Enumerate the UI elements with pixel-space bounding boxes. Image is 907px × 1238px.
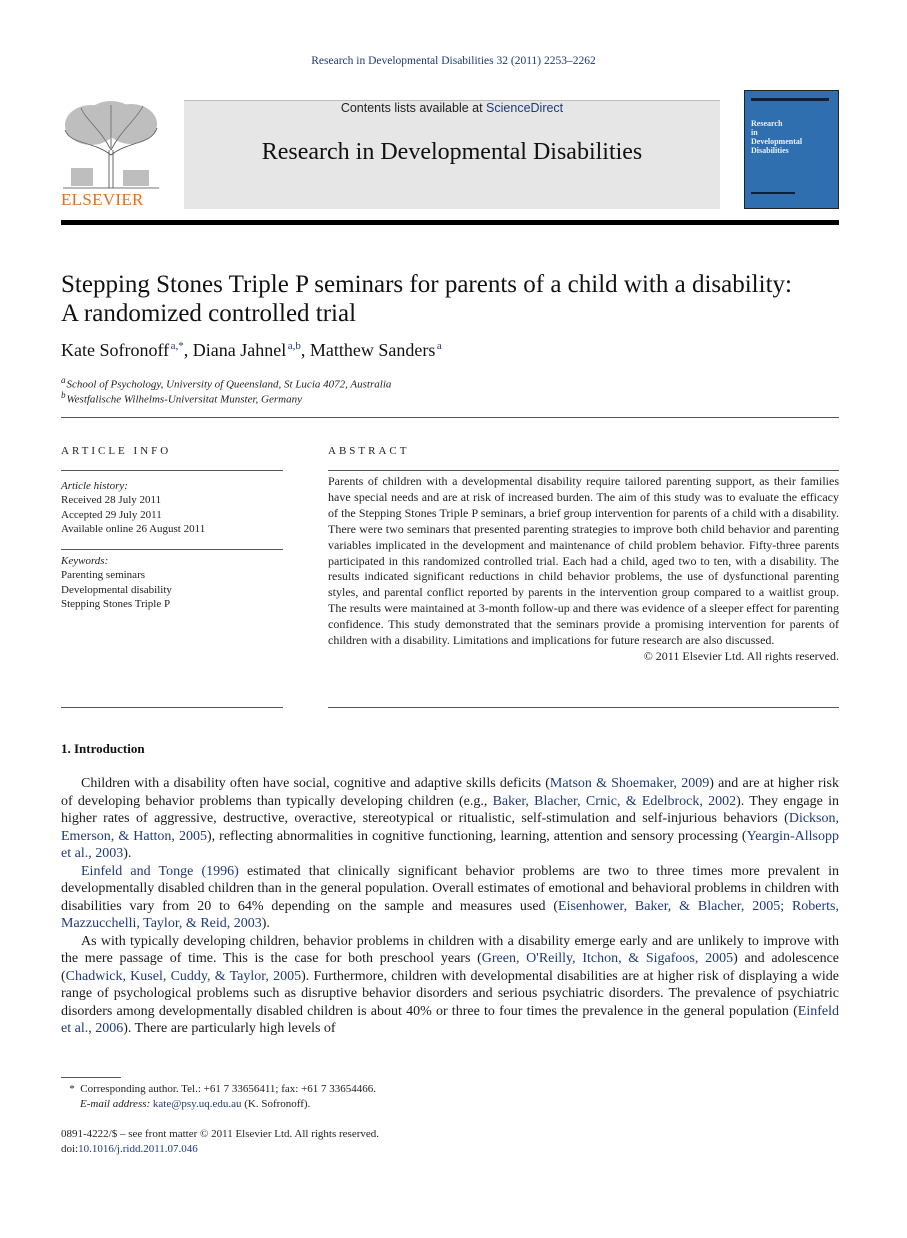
abstract-label: ABSTRACT xyxy=(328,445,410,457)
paragraph-text: ). xyxy=(123,846,132,861)
contents-prefix: Contents lists available at xyxy=(340,101,487,115)
paragraph-text: ). Furthermore, children with developmental disabilities are at higher risk of displaying a wide range of psychological problems such as disruptive behavior disorders and serious psychiatric disorders. The prevalence of psychiatric disorders among developmentally disabled children is about 40% or three to four times the prevalence in the general population ( xyxy=(61,968,839,1019)
footnote-divider xyxy=(61,1077,121,1078)
keyword: Stepping Stones Triple P xyxy=(61,597,171,610)
journal-name: Research in Developmental Disabilities xyxy=(261,139,643,165)
author-name: Matthew Sanders xyxy=(309,340,436,360)
paragraph-text: ) and are at higher risk of developing behavior problems than typically developing children (e.g., xyxy=(61,776,839,809)
doi-line xyxy=(61,1143,198,1155)
paragraph xyxy=(61,863,839,933)
issn-line: 0891-4222/$ – see front matter © 2011 Elsevier Ltd. All rights reserved. xyxy=(61,1128,380,1140)
article-history-heading: Article history: xyxy=(61,480,128,492)
journal-cover-thumbnail xyxy=(744,90,839,209)
cover-title-line: Research xyxy=(751,119,783,128)
author-affiliation-marker[interactable]: a xyxy=(436,340,442,352)
email-footnote xyxy=(80,1098,310,1110)
publisher-wordmark: ELSEVIER xyxy=(61,190,144,209)
abstract-text: Parents of children with a developmental disability require tailored parenting support, as their families have special needs and are at risk of increased burden. The aim of this study was to evaluate the efficacy of the Stepping Stones Triple P seminars, a brief group intervention for parents of a child with a disability. There were two seminars that presented parenting strategies to improve both child behavior and parenting variables implicated in the development and maintenance of child problem behavior. Fifty-three parents participated in this randomized controlled trial. Each had a child, aged two to ten, with a disability. The results indicated significant reductions in child behavior problems, the use of dysfunctional parenting styles, and parental conflict reported by parents in the intervention group compared to a waitlist group. The results were maintained at 3-month follow-up and there was evidence of a sleeper effect for parenting confidence. This study demonstrated that the seminars provide a promising intervention for parents of children with a disability. Limitations and implications for future research are also discussed. xyxy=(328,474,839,648)
citation-link[interactable]: Einfeld and Tonge (1996) xyxy=(81,863,239,879)
email-link[interactable]: kate@psy.uq.edu.au xyxy=(152,1098,242,1110)
keywords xyxy=(61,554,172,611)
paragraph-text: ). They engage in higher rates of aggressive, destructive, overactive, stereotypical or ritualistic, self-stimulation and self-injurious behaviors ( xyxy=(61,793,839,826)
paragraph-text: estimated that clinically significant behavior problems are two to three times more prevalent in developmentally disabled children than in the general population. Overall estimates of emotional and behavioral problems in children with disabilities vary from 20 to 64% depending on the sample and measures used ( xyxy=(61,863,839,914)
citation-link[interactable]: Yeargin-Allsopp et al., 2003 xyxy=(61,828,839,861)
history-entry: Received 28 July 2011 xyxy=(61,494,162,507)
divider xyxy=(61,470,283,471)
email-label: E-mail address: xyxy=(80,1098,151,1110)
keywords-heading: Keywords: xyxy=(61,555,109,567)
divider xyxy=(61,417,839,418)
masthead xyxy=(61,90,839,210)
article-title xyxy=(61,270,851,328)
citation-link[interactable]: Baker, Blacher, Crnic, & Edelbrock, 2002 xyxy=(492,793,737,809)
citation-link[interactable]: Chadwick, Kusel, Cuddy, & Taylor, 2005 xyxy=(65,968,302,984)
abstract xyxy=(328,474,839,665)
corresponding-footnote xyxy=(61,1083,376,1095)
paragraph-text: ), reflecting abnormalities in cognitive functioning, learning, attention and sensory processing ( xyxy=(206,828,747,844)
paragraph xyxy=(61,933,839,1038)
article-info-label: ARTICLE INFO xyxy=(61,445,172,457)
paragraph-text: ). There are particularly high levels of xyxy=(123,1021,336,1036)
abstract-copyright: © 2011 Elsevier Ltd. All rights reserved. xyxy=(643,648,839,663)
author-list: Kate Sofronoff $^{a,*}$, Diana Jahnel $^{a,b}$, Matthew Sanders $^a$ xyxy=(61,340,442,360)
author-name: Kate Sofronoff xyxy=(61,340,170,360)
section-heading-introduction: 1. Introduction xyxy=(61,741,145,756)
cover-title-line: Disabilities xyxy=(751,146,789,155)
citation-link[interactable]: Eisenhower, Baker, & Blacher, 2005; Roberts, Mazzucchelli, Taylor, & Reid, 2003 xyxy=(61,898,839,931)
introduction-body xyxy=(61,775,839,1038)
keyword: Developmental disability xyxy=(61,583,172,596)
affiliation-text: Westfalische Wilhelms-Universitat Munster, Germany xyxy=(66,393,302,406)
email-owner: (K. Sofronoff). xyxy=(244,1098,311,1110)
divider xyxy=(328,470,839,471)
paragraph-text: ) and adolescence ( xyxy=(61,951,839,984)
paragraph-text: ). xyxy=(261,916,270,931)
affiliation-mark: b xyxy=(61,390,66,400)
article-history xyxy=(61,479,205,536)
cover-title-line: Developmental xyxy=(751,137,803,146)
citation-link[interactable]: Matson & Shoemaker, 2009 xyxy=(549,776,710,791)
doi-label: doi: xyxy=(61,1143,79,1155)
affiliation xyxy=(61,375,391,391)
footnote-text: Corresponding author. Tel.: +61 7 33656411; fax: +61 7 33654466. xyxy=(80,1083,377,1095)
paragraph xyxy=(61,775,839,863)
author-affiliation-marker[interactable]: a,* xyxy=(170,340,184,352)
contents-line xyxy=(184,101,720,115)
header-divider xyxy=(61,220,839,225)
author-affiliation-marker[interactable]: a,b xyxy=(287,340,301,352)
paragraph-text: As with typically developing children, behavior problems in children with a disability emerge early and are unlikely to improve with the mere passage of time. This is the case for both preschool years ( xyxy=(61,933,839,966)
keyword: Parenting seminars xyxy=(61,569,146,582)
article-title-line: A randomized controlled trial xyxy=(61,300,357,327)
citation-link[interactable]: Dickson, Emerson, & Hatton, 2005 xyxy=(61,811,839,844)
cover-title xyxy=(751,119,802,155)
citation-link[interactable]: Green, O'Reilly, Itchon, & Sigafoos, 2005 xyxy=(481,951,734,966)
cover-rule xyxy=(751,98,829,101)
affiliation-mark: a xyxy=(61,375,66,385)
article-title-line: Stepping Stones Triple P seminars for parents of a child with a disability: xyxy=(61,271,792,298)
history-entry: Available online 26 August 2011 xyxy=(61,522,206,535)
paragraph-text: Children with a disability often have social, cognitive and adaptive skills deficits ( xyxy=(81,776,550,791)
journal-citation[interactable]: Research in Developmental Disabilities 32 (2011) 2253–2262 xyxy=(311,55,596,67)
history-entry: Accepted 29 July 2011 xyxy=(61,508,162,521)
affiliation-text: School of Psychology, University of Queensland, St Lucia 4072, Australia xyxy=(66,378,392,391)
footnote-mark: * xyxy=(69,1083,75,1095)
divider xyxy=(328,707,839,708)
cover-title-line: in xyxy=(751,128,758,137)
divider xyxy=(61,707,283,708)
author-name: Diana Jahnel xyxy=(192,340,287,360)
doi-link[interactable]: 10.1016/j.ridd.2011.07.046 xyxy=(78,1143,198,1155)
sciencedirect-link[interactable]: ScienceDirect xyxy=(486,101,564,115)
divider xyxy=(61,549,283,550)
affiliation xyxy=(61,390,302,406)
cover-rule xyxy=(751,192,795,194)
citation-link[interactable]: Einfeld et al., 2006 xyxy=(61,1003,839,1036)
journal-header-box xyxy=(184,100,720,209)
